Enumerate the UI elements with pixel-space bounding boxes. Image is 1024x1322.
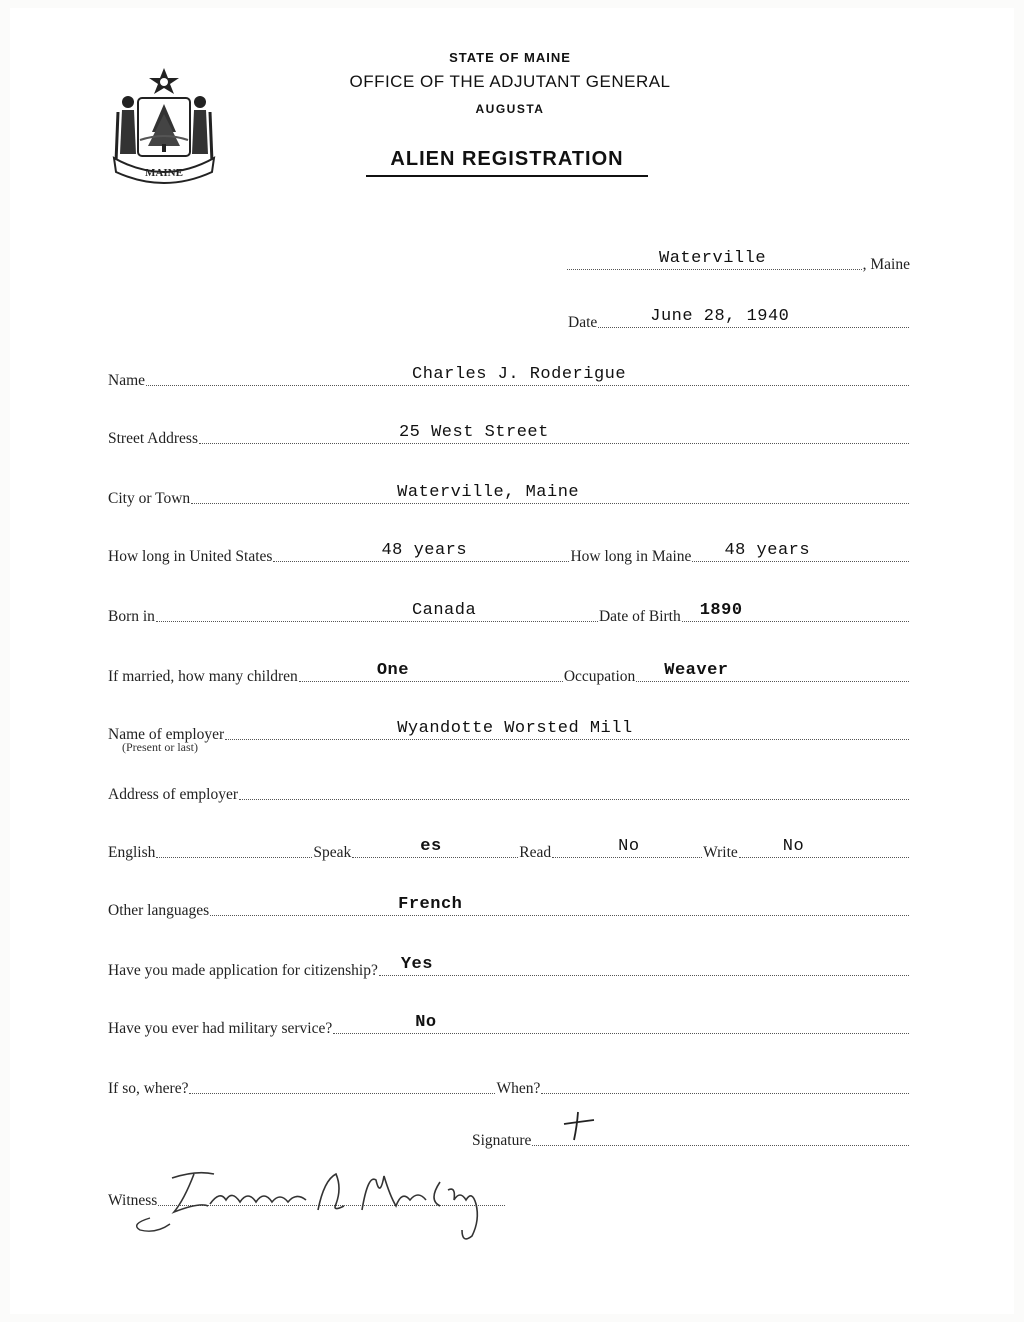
other-languages-row <box>108 896 910 920</box>
born-row <box>108 602 910 626</box>
employer-row <box>108 720 910 744</box>
place-row <box>566 250 910 274</box>
employer-address-row <box>108 780 910 804</box>
other-languages-label: Other languages <box>108 902 210 919</box>
street-value[interactable]: 25 West Street <box>398 423 549 442</box>
children-value[interactable]: One <box>376 661 409 680</box>
english-label: English <box>108 844 156 861</box>
speak-label: Speak <box>313 844 352 861</box>
where-row <box>108 1074 910 1098</box>
employer-label: Name of employer <box>108 726 225 743</box>
state-heading: STATE OF MAINE <box>449 50 571 65</box>
employer-address-label: Address of employer <box>108 786 238 803</box>
occupation-value[interactable]: Weaver <box>664 661 729 680</box>
seal-ribbon-text: MAINE <box>145 167 183 179</box>
read-value[interactable]: No <box>618 837 640 856</box>
us-duration-value[interactable]: 48 years <box>381 541 468 560</box>
form-page <box>10 8 1014 1314</box>
office-heading: OFFICE OF THE ADJUTANT GENERAL <box>349 72 671 91</box>
military-label: Have you ever had military service? <box>108 1020 333 1037</box>
when-label: When? <box>496 1080 541 1097</box>
name-value[interactable]: Charles J. Roderigue <box>412 365 627 384</box>
english-row <box>108 838 910 862</box>
duration-row <box>108 542 910 566</box>
maine-duration-label: How long in Maine <box>570 548 692 565</box>
born-in-value[interactable]: Canada <box>411 601 477 620</box>
date-value[interactable]: June 28, 1940 <box>650 307 790 326</box>
place-suffix: , Maine <box>862 256 910 273</box>
witness-label: Witness <box>108 1192 158 1209</box>
write-value[interactable]: No <box>782 837 805 856</box>
city-value[interactable]: Waterville, Maine <box>397 483 580 502</box>
military-value[interactable]: No <box>415 1013 437 1032</box>
other-languages-value[interactable]: French <box>398 895 463 914</box>
date-row <box>568 308 910 332</box>
born-in-label: Born in <box>108 608 155 625</box>
military-row <box>108 1014 910 1038</box>
city-heading: AUGUSTA <box>475 102 545 116</box>
children-row <box>108 662 910 686</box>
citizenship-row <box>108 956 910 980</box>
where-label: If so, where? <box>108 1080 189 1097</box>
street-label: Street Address <box>108 430 198 447</box>
place-value[interactable]: Waterville <box>659 249 767 268</box>
children-label: If married, how many children <box>108 668 298 685</box>
signature-mark-icon <box>560 1108 600 1148</box>
street-row <box>108 424 910 448</box>
dob-label: Date of Birth <box>598 608 681 625</box>
citizenship-value[interactable]: Yes <box>400 955 433 974</box>
us-duration-label: How long in United States <box>108 548 273 565</box>
city-row <box>108 484 910 508</box>
employer-sublabel: (Present or last) <box>122 740 198 754</box>
dob-value[interactable]: 1890 <box>699 601 743 620</box>
occupation-label: Occupation <box>563 668 636 685</box>
citizenship-label: Have you made application for citizenship? <box>108 962 378 979</box>
date-label: Date <box>568 314 598 331</box>
city-label: City or Town <box>108 490 191 507</box>
maine-state-seal-icon <box>108 62 220 190</box>
name-label: Name <box>108 372 146 389</box>
read-label: Read <box>519 844 552 861</box>
maine-duration-value[interactable]: 48 years <box>724 541 811 560</box>
write-label: Write <box>703 844 738 861</box>
signature-row <box>472 1126 910 1150</box>
speak-value[interactable]: es <box>420 837 442 856</box>
form-title: ALIEN REGISTRATION <box>366 148 648 177</box>
employer-value[interactable]: Wyandotte Worsted Mill <box>397 719 633 738</box>
witness-signature-icon <box>110 1160 510 1244</box>
name-row <box>108 366 910 390</box>
signature-label: Signature <box>472 1132 532 1149</box>
